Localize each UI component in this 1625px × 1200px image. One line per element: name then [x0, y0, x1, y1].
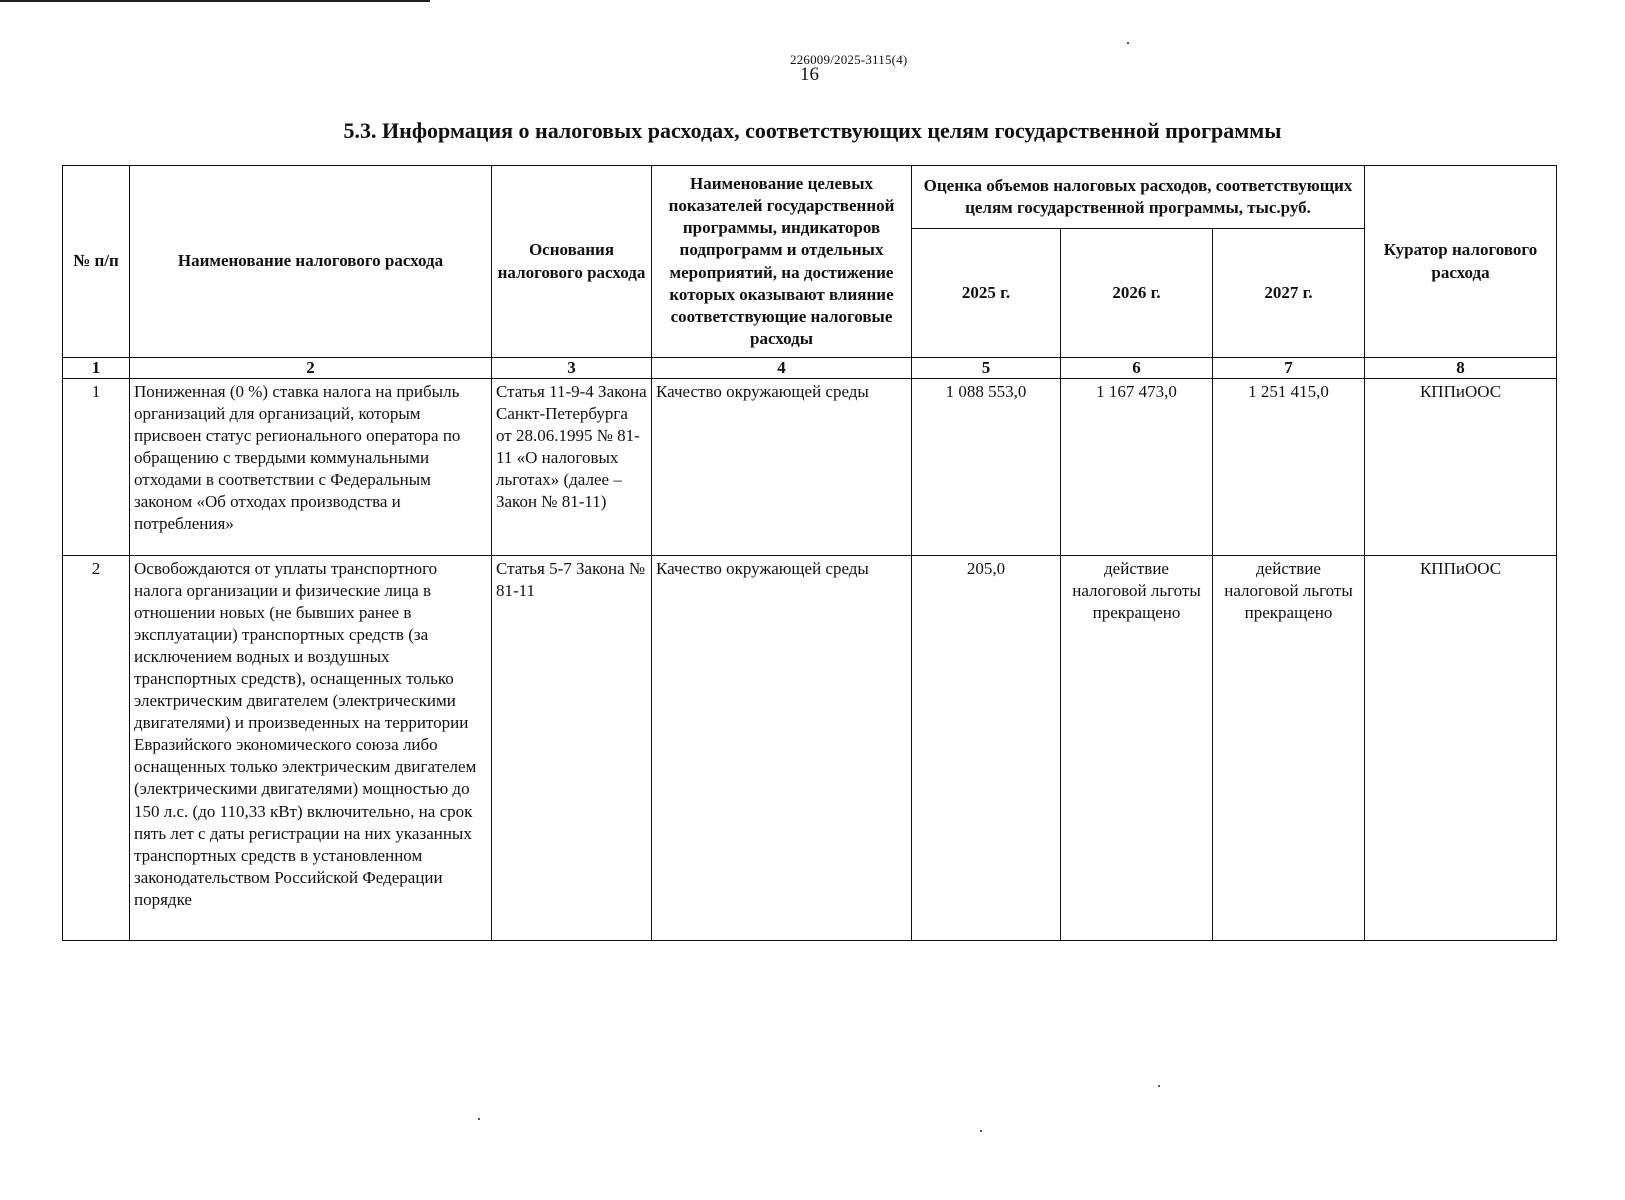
value-2026: 1 167 473,0 — [1061, 378, 1213, 555]
column-number-row — [63, 358, 1557, 379]
value-2027: 1 251 415,0 — [1213, 378, 1365, 555]
scan-speck — [1127, 42, 1129, 44]
header-year-2025: 2025 г. — [912, 229, 1061, 358]
column-number: 5 — [912, 358, 1061, 379]
expenditure-name: Пониженная (0 %) ставка налога на прибыль организаций для организаций, которым присвоен статус регионального оператора по обращению с твердыми коммунальными отходами в соответствии с Федеральным законом «Об отходах производства и потребления» — [130, 378, 492, 555]
expenditure-name: Освобождаются от уплаты транспортного налога организации и физические лица в отношении новых (не бывших ранее в эксплуатации) транспортных средств (за исключением водных и воздушных транспортных средств), оснащенных только электрическим двигателем (электрическими двигателями) и произведенных на территории Евразийского экономического союза либо оснащенных только электрическим двигателем (электрическими двигателями) мощностью до 150 л.с. (до 110,33 кВт) включительно, на срок пять лет с даты регистрации на них указанных транспортных средств в установленном законодательством Российской Федерации порядке — [130, 555, 492, 940]
column-number: 1 — [63, 358, 130, 379]
header-volume-estimate: Оценка объемов налоговых расходов, соответствующих целям государственной программы, тыс.руб. — [912, 166, 1365, 229]
row-number: 2 — [63, 555, 130, 940]
target-indicator: Качество окружающей среды — [652, 378, 912, 555]
table-row — [63, 378, 1557, 555]
header-row-top — [63, 166, 1557, 229]
page-number: 16 — [800, 64, 819, 85]
header-num: № п/п — [63, 166, 130, 358]
column-number: 7 — [1213, 358, 1365, 379]
header-curator: Куратор налогового расхода — [1365, 166, 1557, 358]
tax-expenditures-table — [62, 165, 1557, 941]
scan-speck — [980, 1130, 982, 1132]
curator: КППиООС — [1365, 378, 1557, 555]
table-row — [63, 555, 1557, 940]
expenditure-basis: Статья 11-9-4 Закона Санкт-Петербурга от 28.06.1995 № 81-11 «О налоговых льготах» (далее – Закон № 81-11) — [492, 378, 652, 555]
header-basis: Основания налогового расхода — [492, 166, 652, 358]
header-year-2027: 2027 г. — [1213, 229, 1365, 358]
column-number: 3 — [492, 358, 652, 379]
value-2025: 205,0 — [912, 555, 1061, 940]
value-2026: действие налоговой льготы прекращено — [1061, 555, 1213, 940]
column-number: 2 — [130, 358, 492, 379]
expenditure-basis: Статья 5-7 Закона № 81-11 — [492, 555, 652, 940]
section-title: 5.3. Информация о налоговых расходах, соответствующих целям государственной программы — [343, 118, 1282, 143]
column-number: 8 — [1365, 358, 1557, 379]
column-number: 6 — [1061, 358, 1213, 379]
scan-edge-line — [0, 0, 430, 2]
scan-speck — [478, 1118, 480, 1120]
scan-speck — [1158, 1085, 1160, 1087]
header-target-indicators: Наименование целевых показателей государственной программы, индикаторов подпрограмм и отдельных мероприятий, на достижение которых оказывают влияние соответствующие налоговые расходы — [652, 166, 912, 358]
header-year-2026: 2026 г. — [1061, 229, 1213, 358]
target-indicator: Качество окружающей среды — [652, 555, 912, 940]
document-registration-code: 226009/2025-3115(4) — [790, 52, 908, 67]
value-2027: действие налоговой льготы прекращено — [1213, 555, 1365, 940]
value-2025: 1 088 553,0 — [912, 378, 1061, 555]
header-expenditure-name: Наименование налогового расхода — [130, 166, 492, 358]
curator: КППиООС — [1365, 555, 1557, 940]
row-number: 1 — [63, 378, 130, 555]
column-number: 4 — [652, 358, 912, 379]
